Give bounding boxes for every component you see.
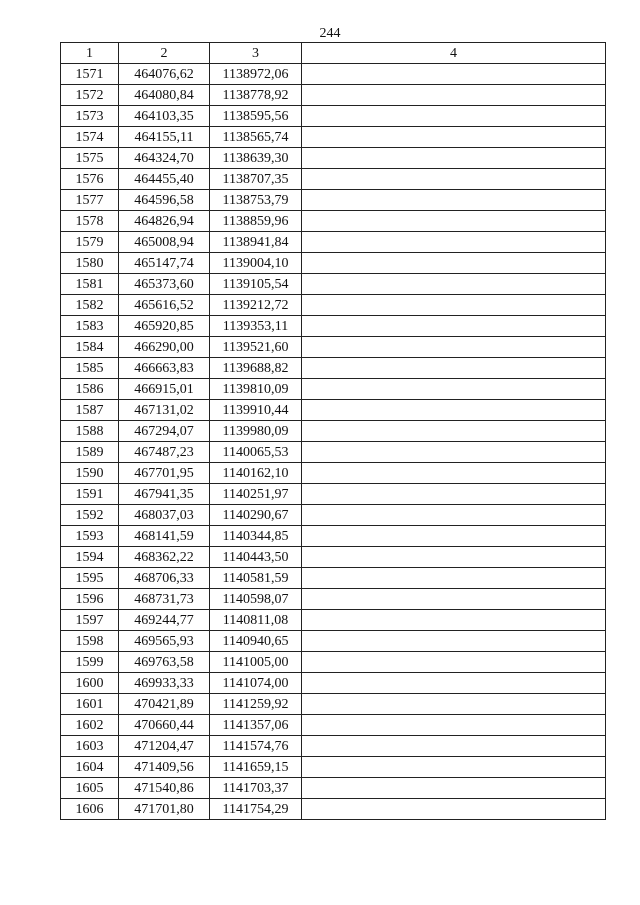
x-coordinate-cell: 471540,86 [119, 778, 210, 799]
point-number-cell: 1594 [61, 547, 119, 568]
note-cell [302, 253, 606, 274]
point-number-cell: 1602 [61, 715, 119, 736]
y-coordinate-cell: 1139105,54 [210, 274, 302, 295]
table-row [61, 442, 606, 463]
table-row [61, 484, 606, 505]
point-number-cell: 1574 [61, 127, 119, 148]
point-number-cell: 1605 [61, 778, 119, 799]
table-row [61, 379, 606, 400]
point-number-cell: 1571 [61, 64, 119, 85]
x-coordinate-cell: 469933,33 [119, 673, 210, 694]
table-row [61, 673, 606, 694]
y-coordinate-cell: 1139521,60 [210, 337, 302, 358]
column-header-4: 4 [302, 43, 606, 64]
note-cell [302, 190, 606, 211]
x-coordinate-cell: 467294,07 [119, 421, 210, 442]
x-coordinate-cell: 464155,11 [119, 127, 210, 148]
point-number-cell: 1598 [61, 631, 119, 652]
x-coordinate-cell: 465147,74 [119, 253, 210, 274]
y-coordinate-cell: 1139810,09 [210, 379, 302, 400]
y-coordinate-cell: 1140940,65 [210, 631, 302, 652]
y-coordinate-cell: 1140065,53 [210, 442, 302, 463]
point-number-cell: 1603 [61, 736, 119, 757]
x-coordinate-cell: 471701,80 [119, 799, 210, 820]
note-cell [302, 379, 606, 400]
note-cell [302, 715, 606, 736]
note-cell [302, 736, 606, 757]
x-coordinate-cell: 466915,01 [119, 379, 210, 400]
table-row [61, 568, 606, 589]
point-number-cell: 1592 [61, 505, 119, 526]
point-number-cell: 1596 [61, 589, 119, 610]
y-coordinate-cell: 1138639,30 [210, 148, 302, 169]
point-number-cell: 1579 [61, 232, 119, 253]
x-coordinate-cell: 464080,84 [119, 85, 210, 106]
note-cell [302, 400, 606, 421]
note-cell [302, 757, 606, 778]
table-row [61, 127, 606, 148]
note-cell [302, 232, 606, 253]
x-coordinate-cell: 469763,58 [119, 652, 210, 673]
y-coordinate-cell: 1141005,00 [210, 652, 302, 673]
y-coordinate-cell: 1140344,85 [210, 526, 302, 547]
point-number-cell: 1591 [61, 484, 119, 505]
page-number: 244 [319, 26, 341, 41]
y-coordinate-cell: 1140290,67 [210, 505, 302, 526]
note-cell [302, 799, 606, 820]
point-number-cell: 1583 [61, 316, 119, 337]
x-coordinate-cell: 465008,94 [119, 232, 210, 253]
table-row [61, 778, 606, 799]
note-cell [302, 484, 606, 505]
y-coordinate-cell: 1140598,07 [210, 589, 302, 610]
y-coordinate-cell: 1139980,09 [210, 421, 302, 442]
point-number-cell: 1576 [61, 169, 119, 190]
table-row [61, 652, 606, 673]
note-cell [302, 211, 606, 232]
y-coordinate-cell: 1141659,15 [210, 757, 302, 778]
x-coordinate-cell: 467701,95 [119, 463, 210, 484]
table-row [61, 211, 606, 232]
y-coordinate-cell: 1140443,50 [210, 547, 302, 568]
point-number-cell: 1577 [61, 190, 119, 211]
table-row [61, 190, 606, 211]
point-number-cell: 1600 [61, 673, 119, 694]
column-header-3: 3 [210, 43, 302, 64]
x-coordinate-cell: 465920,85 [119, 316, 210, 337]
y-coordinate-cell: 1140811,08 [210, 610, 302, 631]
y-coordinate-cell: 1141754,29 [210, 799, 302, 820]
table-row [61, 295, 606, 316]
column-header-2: 2 [119, 43, 210, 64]
note-cell [302, 148, 606, 169]
note-cell [302, 85, 606, 106]
point-number-cell: 1599 [61, 652, 119, 673]
note-cell [302, 106, 606, 127]
table-row [61, 421, 606, 442]
point-number-cell: 1582 [61, 295, 119, 316]
x-coordinate-cell: 466290,00 [119, 337, 210, 358]
note-cell [302, 505, 606, 526]
point-number-cell: 1590 [61, 463, 119, 484]
point-number-cell: 1597 [61, 610, 119, 631]
y-coordinate-cell: 1139212,72 [210, 295, 302, 316]
table-row [61, 253, 606, 274]
table-row [61, 736, 606, 757]
point-number-cell: 1578 [61, 211, 119, 232]
x-coordinate-cell: 471204,47 [119, 736, 210, 757]
table-row [61, 694, 606, 715]
table-row [61, 610, 606, 631]
note-cell [302, 316, 606, 337]
header-row [61, 43, 606, 64]
note-cell [302, 169, 606, 190]
note-cell [302, 778, 606, 799]
table-row [61, 169, 606, 190]
point-number-cell: 1588 [61, 421, 119, 442]
x-coordinate-cell: 468037,03 [119, 505, 210, 526]
x-coordinate-cell: 464455,40 [119, 169, 210, 190]
table-row [61, 400, 606, 421]
y-coordinate-cell: 1141574,76 [210, 736, 302, 757]
point-number-cell: 1604 [61, 757, 119, 778]
table-row [61, 148, 606, 169]
table-row [61, 547, 606, 568]
table-row [61, 232, 606, 253]
column-header-1: 1 [61, 43, 119, 64]
table-row [61, 757, 606, 778]
point-number-cell: 1595 [61, 568, 119, 589]
x-coordinate-cell: 466663,83 [119, 358, 210, 379]
x-coordinate-cell: 464076,62 [119, 64, 210, 85]
note-cell [302, 631, 606, 652]
point-number-cell: 1601 [61, 694, 119, 715]
note-cell [302, 127, 606, 148]
table-row [61, 715, 606, 736]
note-cell [302, 274, 606, 295]
x-coordinate-cell: 468141,59 [119, 526, 210, 547]
x-coordinate-cell: 470660,44 [119, 715, 210, 736]
y-coordinate-cell: 1138565,74 [210, 127, 302, 148]
y-coordinate-cell: 1138778,92 [210, 85, 302, 106]
x-coordinate-cell: 468362,22 [119, 547, 210, 568]
table-row [61, 337, 606, 358]
y-coordinate-cell: 1139353,11 [210, 316, 302, 337]
note-cell [302, 526, 606, 547]
note-cell [302, 610, 606, 631]
x-coordinate-cell: 467487,23 [119, 442, 210, 463]
x-coordinate-cell: 467131,02 [119, 400, 210, 421]
note-cell [302, 694, 606, 715]
table-row [61, 358, 606, 379]
table-row [61, 463, 606, 484]
point-number-cell: 1606 [61, 799, 119, 820]
y-coordinate-cell: 1141357,06 [210, 715, 302, 736]
y-coordinate-cell: 1140251,97 [210, 484, 302, 505]
note-cell [302, 589, 606, 610]
point-number-cell: 1585 [61, 358, 119, 379]
y-coordinate-cell: 1138941,84 [210, 232, 302, 253]
table-row [61, 505, 606, 526]
x-coordinate-cell: 468731,73 [119, 589, 210, 610]
y-coordinate-cell: 1138859,96 [210, 211, 302, 232]
note-cell [302, 547, 606, 568]
y-coordinate-cell: 1139004,10 [210, 253, 302, 274]
y-coordinate-cell: 1140162,10 [210, 463, 302, 484]
point-number-cell: 1581 [61, 274, 119, 295]
y-coordinate-cell: 1140581,59 [210, 568, 302, 589]
note-cell [302, 64, 606, 85]
x-coordinate-cell: 465616,52 [119, 295, 210, 316]
x-coordinate-cell: 464324,70 [119, 148, 210, 169]
note-cell [302, 295, 606, 316]
table-row [61, 316, 606, 337]
point-number-cell: 1584 [61, 337, 119, 358]
point-number-cell: 1586 [61, 379, 119, 400]
note-cell [302, 421, 606, 442]
x-coordinate-cell: 469565,93 [119, 631, 210, 652]
y-coordinate-cell: 1141703,37 [210, 778, 302, 799]
note-cell [302, 568, 606, 589]
coordinates-table [60, 42, 606, 820]
note-cell [302, 442, 606, 463]
note-cell [302, 337, 606, 358]
table-row [61, 799, 606, 820]
x-coordinate-cell: 464826,94 [119, 211, 210, 232]
y-coordinate-cell: 1139910,44 [210, 400, 302, 421]
point-number-cell: 1572 [61, 85, 119, 106]
point-number-cell: 1587 [61, 400, 119, 421]
point-number-cell: 1573 [61, 106, 119, 127]
table-row [61, 64, 606, 85]
x-coordinate-cell: 471409,56 [119, 757, 210, 778]
table-row [61, 589, 606, 610]
y-coordinate-cell: 1138753,79 [210, 190, 302, 211]
x-coordinate-cell: 467941,35 [119, 484, 210, 505]
y-coordinate-cell: 1138972,06 [210, 64, 302, 85]
table-row [61, 526, 606, 547]
x-coordinate-cell: 470421,89 [119, 694, 210, 715]
note-cell [302, 673, 606, 694]
x-coordinate-cell: 468706,33 [119, 568, 210, 589]
table-row [61, 85, 606, 106]
x-coordinate-cell: 465373,60 [119, 274, 210, 295]
point-number-cell: 1593 [61, 526, 119, 547]
x-coordinate-cell: 464596,58 [119, 190, 210, 211]
table-row [61, 106, 606, 127]
table-row [61, 631, 606, 652]
note-cell [302, 358, 606, 379]
table-body [61, 64, 606, 820]
point-number-cell: 1580 [61, 253, 119, 274]
note-cell [302, 463, 606, 484]
note-cell [302, 652, 606, 673]
y-coordinate-cell: 1141259,92 [210, 694, 302, 715]
point-number-cell: 1589 [61, 442, 119, 463]
y-coordinate-cell: 1141074,00 [210, 673, 302, 694]
y-coordinate-cell: 1139688,82 [210, 358, 302, 379]
x-coordinate-cell: 469244,77 [119, 610, 210, 631]
point-number-cell: 1575 [61, 148, 119, 169]
x-coordinate-cell: 464103,35 [119, 106, 210, 127]
table-row [61, 274, 606, 295]
y-coordinate-cell: 1138595,56 [210, 106, 302, 127]
y-coordinate-cell: 1138707,35 [210, 169, 302, 190]
